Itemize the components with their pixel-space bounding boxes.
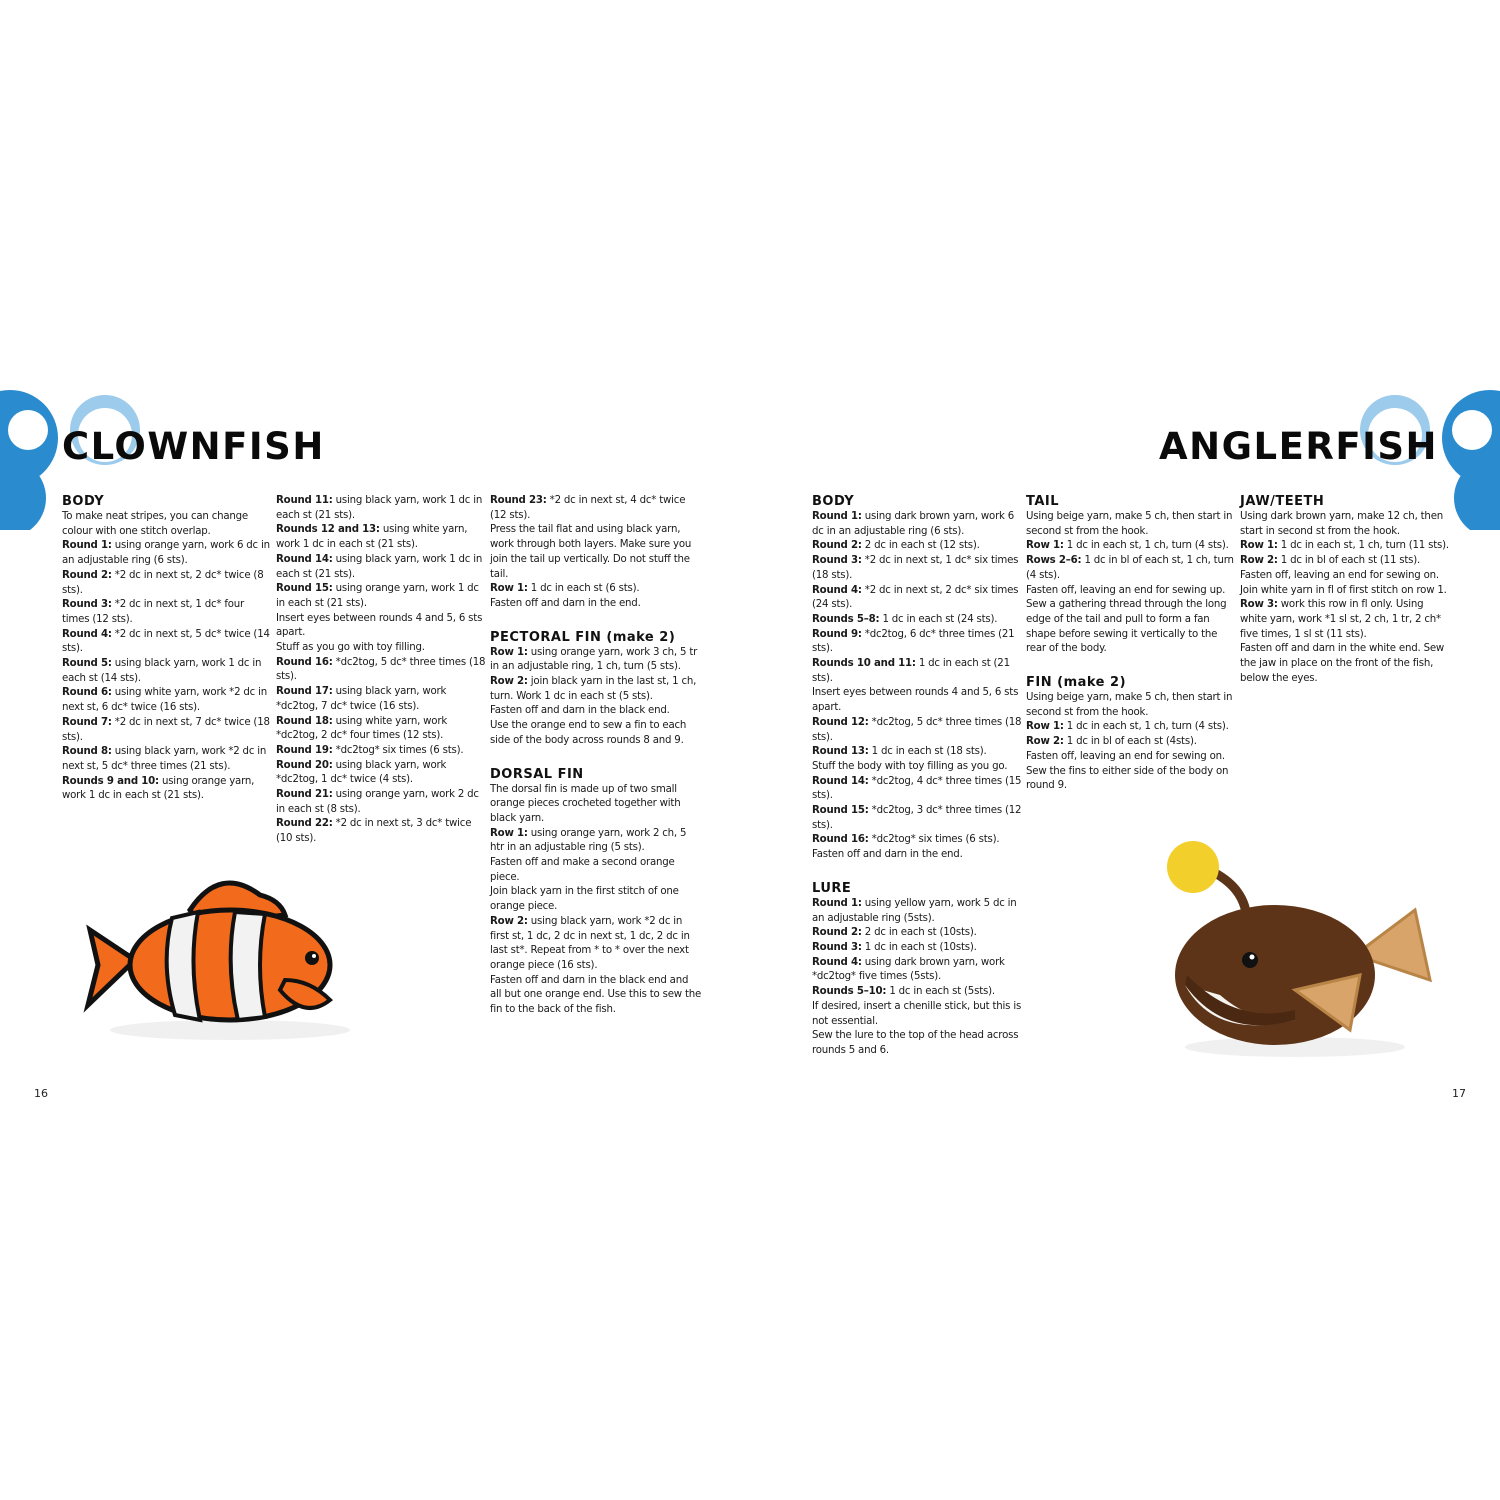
- instruction-line: [62, 716, 274, 745]
- instruction-text: Using dark brown yarn, make 12 ch, then start in second st from the hook.: [1240, 511, 1444, 537]
- instruction-label: Round 2:: [62, 569, 112, 581]
- instruction-line: [812, 941, 1024, 956]
- instruction-text: 1 dc in each st, 1 ch, turn (11 sts).: [1277, 540, 1449, 552]
- instruction-label: Round 21:: [276, 789, 333, 801]
- instruction-line: [62, 775, 274, 804]
- instruction-line: [490, 704, 702, 719]
- instruction-line: [1240, 642, 1452, 686]
- instruction-label: Row 2:: [1240, 555, 1278, 567]
- instruction-line: [812, 716, 1024, 745]
- page-number-right: 17: [1452, 1087, 1466, 1100]
- instruction-line: [1026, 510, 1238, 539]
- instruction-text: 1 dc in bl of each st (11 sts).: [1277, 555, 1421, 567]
- instruction-line: [812, 554, 1024, 583]
- instruction-line: [490, 597, 702, 612]
- clownfish-column-1: [62, 494, 274, 804]
- instruction-label: Round 12:: [812, 716, 869, 728]
- instruction-label: Round 17:: [276, 686, 333, 698]
- instruction-line: [490, 719, 702, 748]
- instruction-line: [276, 612, 488, 641]
- instruction-text: join black yarn in the last st, 1 ch, turn. Work 1 dc in each st (5 sts).: [490, 676, 697, 702]
- instruction-text: *2 dc in next st, 1 dc* four times (12 sts).: [62, 599, 245, 625]
- page-title-anglerfish: ANGLERFISH: [1159, 425, 1438, 468]
- instruction-line: [1240, 539, 1452, 554]
- instruction-label: Round 1:: [812, 511, 862, 522]
- instruction-label: Round 16:: [276, 656, 333, 668]
- instruction-line: [1026, 720, 1238, 735]
- instruction-label: Round 11:: [276, 495, 333, 506]
- instruction-text: 2 dc in each st (12 sts).: [861, 540, 980, 552]
- instruction-label: Round 3:: [812, 555, 862, 567]
- instruction-line: [276, 685, 488, 714]
- instruction-label: Rounds 5–10:: [812, 986, 887, 998]
- instruction-label: Row 2:: [490, 676, 528, 688]
- instruction-line: [276, 715, 488, 744]
- instruction-text: 1 dc in each st (6 sts).: [527, 583, 640, 595]
- instruction-line: [490, 783, 702, 827]
- instruction-line: [62, 657, 274, 686]
- instruction-text: *dc2tog, 6 dc* three times (21 sts).: [812, 628, 1015, 655]
- anglerfish-column-2: [1026, 494, 1238, 794]
- instruction-label: Round 3:: [62, 599, 112, 611]
- instruction-text: Fasten off and darn in the white end. Sew the jaw in place on the front of the fish, below the eyes.: [1240, 643, 1445, 684]
- instruction-label: Round 5:: [62, 658, 112, 670]
- instruction-text: *2 dc in next st, 2 dc* six times (24 sts).: [812, 584, 1019, 611]
- instruction-line: [812, 628, 1024, 657]
- instruction-text: work this row in fl only. Using white yarn, work *1 sl st, 2 ch, 1 tr, 2 ch* five times, 1 sl st (11 sts).: [1240, 599, 1441, 640]
- section-heading-dorsal-fin: DORSAL FIN: [490, 766, 584, 782]
- instruction-text: *2 dc in next st, 4 dc* twice (12 sts).: [490, 495, 686, 521]
- anglerfish-column-3: [1240, 494, 1452, 686]
- instruction-label: Round 3:: [812, 941, 862, 953]
- instruction-text: using orange yarn, work 6 dc in an adjustable ring (6 sts).: [62, 540, 270, 567]
- instruction-text: using black yarn, work 1 dc in each st (21 sts).: [276, 495, 483, 521]
- instruction-text: using black yarn, work *2 dc in next st, 5 dc* three times (21 sts).: [62, 746, 267, 772]
- instruction-text: 2 dc in each st (10sts).: [861, 927, 977, 939]
- instruction-line: [1240, 598, 1452, 642]
- instruction-text: *2 dc in next st, 3 dc* twice (10 sts).: [276, 818, 472, 845]
- page-number-left: 16: [34, 1087, 48, 1100]
- instruction-text: using white yarn, work *2 dc in next st, 6 dc* twice (16 sts).: [62, 687, 267, 714]
- instruction-label: Round 19:: [276, 744, 333, 756]
- instruction-text: 1 dc in each st (10sts).: [861, 941, 977, 953]
- instruction-text: using orange yarn, work 1 dc in each st (21 sts).: [62, 775, 255, 802]
- instruction-text: Stuff the body with toy filling as you go.: [812, 760, 1008, 772]
- instruction-text: 1 dc in each st (21 sts).: [812, 658, 1010, 684]
- instruction-label: Round 15:: [812, 805, 869, 817]
- anglerfish-photo: [1145, 835, 1435, 1065]
- instruction-label: Round 14:: [812, 775, 869, 787]
- instruction-text: using orange yarn, work 1 dc in each st (21 sts).: [276, 583, 479, 609]
- instruction-text: 1 dc in each st (5sts).: [886, 986, 995, 998]
- instruction-line: [276, 759, 488, 788]
- instruction-text: Sew the lure to the top of the head across rounds 5 and 6.: [812, 1030, 1019, 1056]
- instruction-line: [812, 745, 1024, 760]
- instruction-line: [812, 985, 1024, 1000]
- instruction-label: Round 7:: [62, 716, 112, 728]
- instruction-label: Round 22:: [276, 818, 333, 830]
- instruction-line: [490, 494, 702, 523]
- instruction-label: Rounds 12 and 13:: [276, 524, 380, 536]
- instruction-line: [276, 523, 488, 552]
- instruction-line: [276, 494, 488, 523]
- instruction-line: [276, 553, 488, 582]
- instruction-label: Round 20:: [276, 759, 333, 771]
- instruction-label: Row 1:: [490, 827, 528, 839]
- instruction-text: The dorsal fin is made up of two small orange pieces crocheted together with black yarn.: [490, 783, 681, 824]
- instruction-line: [812, 657, 1024, 686]
- instruction-text: *2 dc in next st, 2 dc* twice (8 sts).: [62, 569, 264, 596]
- instruction-label: Round 15:: [276, 583, 333, 595]
- instruction-label: Rounds 9 and 10:: [62, 775, 159, 787]
- instruction-label: Round 9:: [812, 628, 862, 640]
- instruction-line: [276, 744, 488, 759]
- instruction-line: [1026, 750, 1238, 794]
- instruction-text: *dc2tog, 5 dc* three times (18 sts).: [276, 656, 486, 683]
- instruction-label: Round 1:: [812, 897, 862, 909]
- instruction-label: Round 23:: [490, 495, 547, 506]
- instruction-text: 1 dc in each st, 1 ch, turn (4 sts).: [1063, 721, 1229, 733]
- instruction-line: [812, 897, 1024, 926]
- instruction-text: using black yarn, work 1 dc in each st (21 sts).: [276, 553, 483, 580]
- instruction-text: Stuff as you go with toy filling.: [276, 642, 425, 654]
- instruction-text: 1 dc in each st, 1 ch, turn (4 sts).: [1063, 540, 1229, 552]
- instruction-line: [490, 646, 702, 675]
- instruction-text: Fasten off and darn in the black end.: [490, 705, 670, 717]
- instruction-label: Row 1:: [1026, 721, 1064, 733]
- instruction-text: 1 dc in bl of each st (4sts).: [1063, 736, 1197, 748]
- instruction-label: Round 2:: [812, 540, 862, 552]
- section-heading-body: BODY: [62, 494, 105, 509]
- instruction-text: *dc2tog, 3 dc* three times (12 sts).: [812, 805, 1022, 831]
- instruction-line: [812, 804, 1024, 833]
- instruction-text: To make neat stripes, you can change colour with one stitch overlap.: [62, 511, 248, 537]
- instruction-line: [812, 686, 1024, 715]
- instruction-text: Insert eyes between rounds 4 and 5, 6 sts apart.: [276, 612, 483, 639]
- instruction-line: [276, 817, 488, 846]
- instruction-line: [490, 582, 702, 597]
- instruction-text: using black yarn, work *dc2tog, 7 dc* twice (16 sts).: [276, 686, 447, 712]
- instruction-text: *2 dc in next st, 5 dc* twice (14 sts).: [62, 628, 270, 655]
- instruction-line: [490, 856, 702, 885]
- instruction-label: Rounds 10 and 11:: [812, 658, 916, 670]
- instruction-label: Round 4:: [812, 956, 862, 968]
- instruction-text: Using beige yarn, make 5 ch, then start in second st from the hook.: [1026, 692, 1233, 718]
- instruction-label: Round 18:: [276, 715, 333, 727]
- instruction-line: [62, 510, 274, 539]
- instruction-text: using orange yarn, work 2 ch, 5 htr in an adjustable ring (5 sts).: [490, 827, 687, 854]
- instruction-label: Round 8:: [62, 746, 112, 758]
- instruction-label: Round 1:: [62, 540, 112, 552]
- instruction-line: [1026, 735, 1238, 750]
- instruction-text: Press the tail flat and using black yarn, work through both layers. Make sure you join the tail up vertically. Do not stuff the tail.: [490, 524, 692, 580]
- instruction-label: Round 14:: [276, 553, 333, 565]
- instruction-label: Round 2:: [812, 927, 862, 939]
- instruction-label: Row 3:: [1240, 599, 1278, 611]
- instruction-line: [812, 539, 1024, 554]
- instruction-text: using white yarn, work 1 dc in each st (21 sts).: [276, 524, 468, 551]
- instruction-line: [812, 1000, 1024, 1029]
- section-heading-jaw-teeth: JAW/TEETH: [1240, 494, 1325, 509]
- instruction-text: *2 dc in next st, 7 dc* twice (18 sts).: [62, 716, 270, 743]
- section-heading-body: BODY: [812, 494, 855, 509]
- instruction-label: Row 1:: [1240, 540, 1278, 552]
- instruction-text: using black yarn, work 1 dc in each st (14 sts).: [62, 658, 262, 684]
- instruction-text: using orange yarn, work 2 dc in each st (8 sts).: [276, 789, 479, 815]
- instruction-label: Round 4:: [812, 584, 862, 596]
- clownfish-column-3: [490, 494, 702, 1018]
- instruction-line: [490, 675, 702, 704]
- instruction-line: [490, 915, 702, 974]
- instruction-label: Row 1:: [490, 646, 528, 658]
- instruction-line: [1026, 584, 1238, 658]
- instruction-line: [276, 641, 488, 656]
- instruction-text: using black yarn, work *dc2tog, 1 dc* twice (4 sts).: [276, 759, 447, 786]
- instruction-text: If desired, insert a chenille stick, but this is not essential.: [812, 1000, 1022, 1027]
- instruction-text: Use the orange end to sew a fin to each side of the body across rounds 8 and 9.: [490, 720, 687, 746]
- clownfish-column-2: [276, 494, 488, 847]
- instruction-line: [812, 510, 1024, 539]
- instruction-text: using dark brown yarn, work 6 dc in an adjustable ring (6 sts).: [812, 511, 1015, 537]
- instruction-line: [1240, 510, 1452, 539]
- instruction-line: [276, 788, 488, 817]
- instruction-label: Round 6:: [62, 687, 112, 699]
- instruction-text: Fasten off, leaving an end for sewing on. Join white yarn in fl of first stitch on row 1.: [1240, 569, 1447, 596]
- instruction-text: using yellow yarn, work 5 dc in an adjustable ring (5sts).: [812, 897, 1017, 924]
- instruction-label: Rounds 5–8:: [812, 613, 880, 625]
- instruction-line: [62, 539, 274, 568]
- instruction-text: Using beige yarn, make 5 ch, then start in second st from the hook.: [1026, 511, 1233, 537]
- instruction-line: [812, 584, 1024, 613]
- instruction-text: 1 dc in each st (18 sts).: [868, 746, 987, 758]
- instruction-line: [276, 656, 488, 685]
- instruction-text: Fasten off and darn in the black end and all but one orange end. Use this to sew the fin to the back of the fish.: [490, 974, 702, 1016]
- instruction-line: [1026, 554, 1238, 583]
- instruction-line: [62, 745, 274, 774]
- instruction-text: using white yarn, work *dc2tog, 2 dc* four times (12 sts).: [276, 715, 448, 742]
- anglerfish-column-1: [812, 494, 1024, 1059]
- instruction-text: Fasten off and make a second orange piece.: [490, 857, 675, 883]
- instruction-line: [812, 1029, 1024, 1058]
- instruction-line: [812, 775, 1024, 804]
- page-title-clownfish: CLOWNFISH: [62, 425, 325, 468]
- instruction-label: Row 2:: [490, 915, 528, 927]
- instruction-label: Row 1:: [1026, 540, 1064, 552]
- instruction-line: [1240, 569, 1452, 598]
- instruction-text: *2 dc in next st, 1 dc* six times (18 sts).: [812, 555, 1019, 581]
- instruction-line: [490, 523, 702, 582]
- instruction-text: *dc2tog, 5 dc* three times (18 sts).: [812, 716, 1022, 743]
- instruction-line: [812, 613, 1024, 628]
- instruction-line: [812, 926, 1024, 941]
- instruction-label: Row 2:: [1026, 736, 1064, 748]
- instruction-label: Round 13:: [812, 746, 869, 758]
- instruction-line: [490, 974, 702, 1018]
- instruction-text: using orange yarn, work 3 ch, 5 tr in an adjustable ring, 1 ch, turn (5 sts).: [490, 646, 698, 673]
- instruction-line: [1240, 554, 1452, 569]
- instruction-text: Fasten off and darn in the end.: [812, 849, 963, 861]
- instruction-text: *dc2tog, 4 dc* three times (15 sts).: [812, 775, 1022, 802]
- instruction-text: using black yarn, work *2 dc in first st, 1 dc, 2 dc in next st, 1 dc, 2 dc in last st*. Repeat from * to * over the next orange piece (16 sts).: [490, 915, 690, 971]
- instruction-text: 1 dc in each st (24 sts).: [879, 613, 998, 625]
- instruction-label: Round 16:: [812, 834, 869, 846]
- instruction-line: [812, 833, 1024, 848]
- instruction-text: *dc2tog* six times (6 sts).: [868, 834, 1000, 846]
- instruction-text: Insert eyes between rounds 4 and 5, 6 sts apart.: [812, 687, 1019, 714]
- instruction-line: [1026, 691, 1238, 720]
- section-heading-fin: FIN (make 2): [1026, 675, 1127, 691]
- instruction-label: Round 4:: [62, 628, 112, 640]
- instruction-text: using dark brown yarn, work *dc2tog* five times (5sts).: [812, 956, 1005, 983]
- instruction-label: Row 1:: [490, 583, 528, 595]
- instruction-text: 1 dc in bl of each st, 1 ch, turn (4 sts).: [1026, 555, 1234, 581]
- section-heading-tail: TAIL: [1026, 494, 1060, 509]
- instruction-line: [62, 569, 274, 598]
- instruction-line: [276, 582, 488, 611]
- instruction-text: Fasten off, leaving an end for sewing on. Sew the fins to either side of the body on round 9.: [1026, 750, 1229, 792]
- instruction-line: [62, 598, 274, 627]
- section-heading-pectoral-fin: PECTORAL FIN (make 2): [490, 629, 676, 645]
- instruction-line: [1026, 539, 1238, 554]
- instruction-text: Join black yarn in the first stitch of one orange piece.: [490, 886, 679, 913]
- instruction-label: Rows 2–6:: [1026, 555, 1082, 567]
- instruction-text: Fasten off, leaving an end for sewing up. Sew a gathering thread through the long edge of the tail and pull to form a fan shape before sewing it vertically to the rear of the body.: [1026, 584, 1227, 655]
- instruction-text: *dc2tog* six times (6 sts).: [332, 744, 464, 756]
- instruction-line: [812, 956, 1024, 985]
- instruction-line: [812, 848, 1024, 863]
- instruction-line: [62, 686, 274, 715]
- instruction-line: [490, 827, 702, 856]
- clownfish-photo: [80, 870, 360, 1050]
- instruction-line: [62, 628, 274, 657]
- instruction-line: [812, 760, 1024, 775]
- instruction-text: Fasten off and darn in the end.: [490, 597, 641, 609]
- instruction-line: [490, 885, 702, 914]
- section-heading-lure: LURE: [812, 880, 852, 896]
